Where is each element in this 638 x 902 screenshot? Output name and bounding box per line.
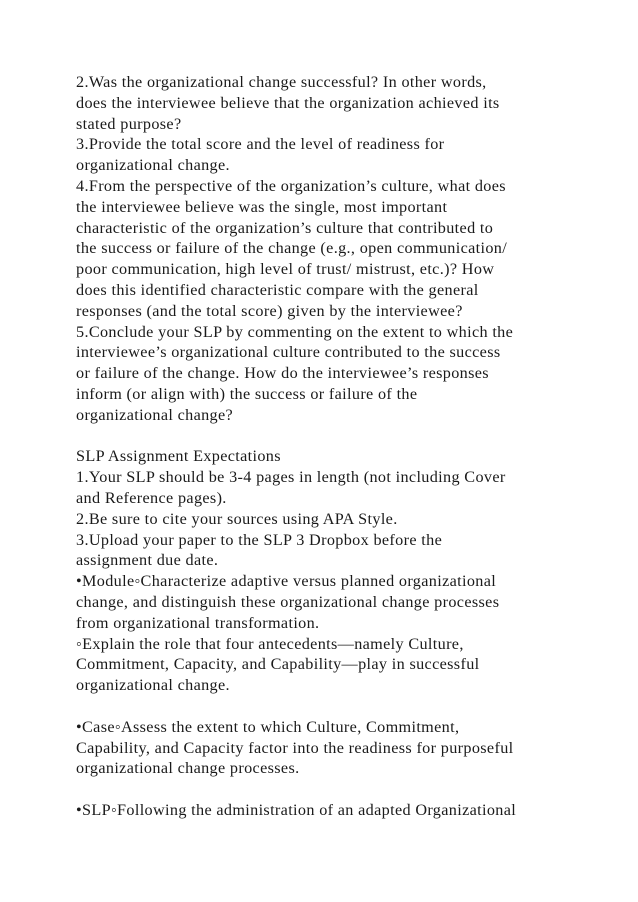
text-line: Commitment, Capacity, and Capability—play in successful [76, 655, 480, 674]
section-heading: SLP Assignment Expectations [76, 447, 281, 466]
text-line: 3.Upload your paper to the SLP 3 Dropbox before the [76, 530, 443, 549]
blank-line [76, 696, 616, 717]
text-line: or failure of the change. How do the interviewee’s responses [76, 364, 489, 383]
text-line: interviewee’s organizational culture contributed to the success [76, 343, 501, 362]
text-line: 5.Conclude your SLP by commenting on the extent to which the [76, 322, 514, 341]
blank-line [76, 779, 616, 800]
text-line: the success or failure of the change (e.g., open communication/ [76, 239, 508, 258]
text-line: does this identified characteristic compare with the general [76, 280, 479, 299]
text-line: assignment due date. [76, 551, 219, 570]
text-line: from organizational transformation. [76, 613, 320, 632]
text-line: Capability, and Capacity factor into the readiness for purposeful [76, 738, 514, 757]
text-line: change, and distinguish these organizational change processes [76, 592, 500, 611]
text-line: characteristic of the organization’s culture that contributed to [76, 218, 494, 237]
document-body [76, 72, 616, 821]
text-line: inform (or align with) the success or failure of the [76, 384, 418, 403]
text-line: ◦Explain the role that four antecedents—namely Culture, [76, 634, 464, 653]
text-line: organizational change. [76, 156, 230, 175]
text-line: poor communication, high level of trust/ mistrust, etc.)? How [76, 260, 495, 279]
text-line: •Case◦Assess the extent to which Culture, Commitment, [76, 717, 460, 736]
text-line: organizational change processes. [76, 759, 300, 778]
text-line: •SLP◦Following the administration of an adapted Organizational [76, 800, 517, 819]
text-line: the interviewee believe was the single, most important [76, 197, 448, 216]
text-line: 2.Was the organizational change successful? In other words, [76, 73, 487, 91]
text-line: 2.Be sure to cite your sources using APA Style. [76, 509, 398, 528]
text-line: responses (and the total score) given by the interviewee? [76, 301, 463, 320]
text-line: organizational change. [76, 676, 230, 695]
text-line: does the interviewee believe that the organization achieved its [76, 93, 500, 112]
blank-line [76, 426, 616, 447]
text-line: 3.Provide the total score and the level of readiness for [76, 135, 445, 154]
text-line: stated purpose? [76, 114, 182, 133]
text-line: and Reference pages). [76, 488, 227, 507]
text-line: •Module◦Characterize adaptive versus planned organizational [76, 572, 497, 591]
text-line: 4.From the perspective of the organization’s culture, what does [76, 176, 506, 195]
text-line: 1.Your SLP should be 3-4 pages in length (not including Cover [76, 468, 506, 487]
text-line: organizational change? [76, 405, 234, 424]
